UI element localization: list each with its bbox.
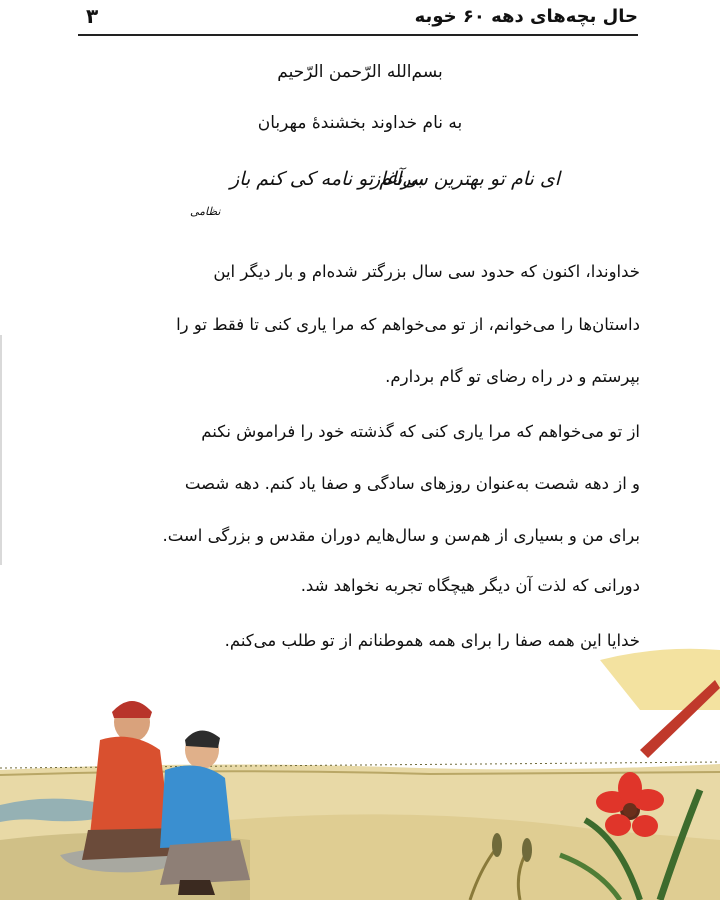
page-number: ۳ — [86, 4, 99, 28]
poet-name: نظامی — [190, 205, 221, 218]
paragraph-2-line-4: دورانی که لذت آن دیگر هیچگاه تجربه نخواهد شد. — [300, 576, 640, 595]
paragraph-2-line-2: و از دهه شصت به‌عنوان روزهای سادگی و صفا یاد کنم. دهه شصت — [184, 474, 640, 493]
bismillah: بسم‌الله الرّحمن الرّحیم — [277, 62, 443, 82]
opening-translation: به نام خداوند بخشندهٔ مهربان — [257, 113, 463, 133]
illustration — [0, 640, 720, 900]
paragraph-1-line-3: بپرستم و در راه رضای تو گام بردارم. — [385, 367, 640, 386]
running-title: حال بچه‌های دهه ۶۰ خوبه — [414, 6, 638, 27]
poem-hemistich-1: ای نام تو بهترین سرآغاز — [371, 168, 560, 190]
paragraph-1-line-2: داستان‌ها را می‌خوانم، از تو می‌خواهم که مرا یاری کنی تا فقط تو را — [176, 315, 640, 334]
paragraph-1-line-1: خداوندا، اکنون که حدود سی سال بزرگتر شده‌ام و بار دیگر این — [213, 262, 640, 281]
scrollbar-edge — [0, 335, 2, 565]
poem-verse — [230, 162, 560, 202]
poem-hemistich-2: بی‌نام تو نامه کی کنم باز — [230, 168, 424, 190]
paragraph-2-line-1: از تو می‌خواهم که مرا یاری کنی که گذشته خود را فراموش نکنم — [201, 422, 640, 441]
page-header — [78, 4, 638, 36]
paragraph-2-line-3: برای من و بسیاری از هم‌سن و سال‌هایم دوران مقدس و بزرگی است. — [162, 526, 640, 545]
paragraph-3-line-1: خدایا این همه صفا را برای همه هموطنانم از تو طلب می‌کنم. — [224, 631, 640, 650]
